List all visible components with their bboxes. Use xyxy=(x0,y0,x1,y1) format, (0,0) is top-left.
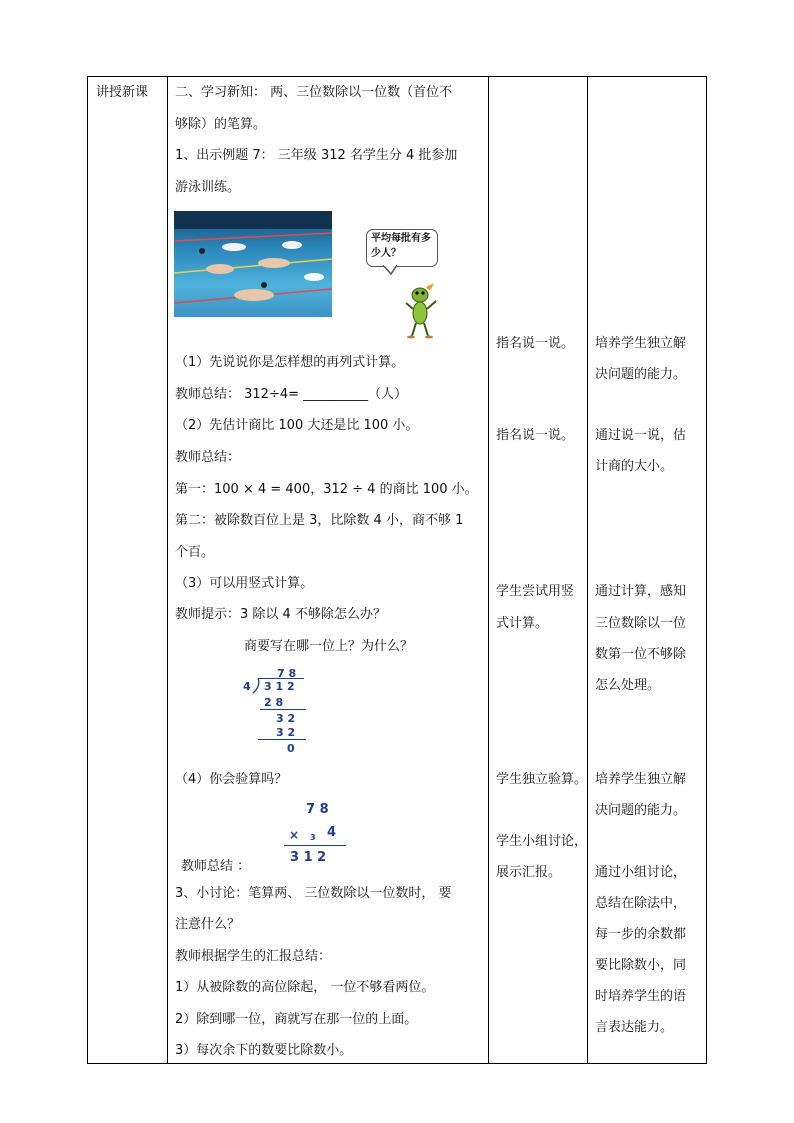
cartoon-character-icon xyxy=(404,281,440,339)
swimming-photo xyxy=(174,211,332,317)
second-point-cont: 个百。 xyxy=(175,545,215,560)
intent-3-line-2: 三位数除以一位 xyxy=(595,616,687,631)
example-text: 1、出示例题 7： 三年级 312 名学生分 4 批参加 xyxy=(175,148,458,163)
verification-top: 7 8 xyxy=(306,802,329,817)
intent-5-line-3: 每一步的余数都 xyxy=(595,927,687,942)
student-activity-1: 指名说一说。 xyxy=(496,336,575,351)
column-divider xyxy=(167,77,168,1063)
section-heading: 二、学习新知： 两、三位数除以一位数（首位不 xyxy=(175,85,453,100)
bubble-tail xyxy=(383,265,397,275)
verification-operator: × xyxy=(289,828,300,842)
teacher-hint-cont: 商要写在哪一位上？为什么？ xyxy=(244,639,414,654)
student-activity-5: 学生小组讨论， xyxy=(496,834,588,849)
intent-1-cont: 决问题的能力。 xyxy=(595,367,687,382)
intent-4: 培养学生独立解 xyxy=(595,772,687,787)
question-1: （1）先说说你是怎样想的再列式计算。 xyxy=(175,355,405,370)
second-point: 第二：被除数百位上是 3，比除数 4 小，商不够 1 xyxy=(175,513,464,528)
division-step-3: 3 2 xyxy=(276,726,296,739)
division-quotient: 7 8 xyxy=(277,667,297,680)
rule-1: 1）从被除数的高位除起， 一位不够看两位。 xyxy=(175,980,435,995)
row-label: 讲授新课 xyxy=(96,85,149,100)
verification-multiplier: 4 xyxy=(327,825,337,840)
teacher-summary-1: 教师总结： 312÷4= __________（人） xyxy=(175,387,408,402)
rule-3: 3）每次余下的数要比除数小。 xyxy=(175,1043,353,1058)
report-summary: 教师根据学生的汇报总结： xyxy=(175,949,332,964)
intent-5-line-6: 言表达能力。 xyxy=(595,1020,674,1035)
intent-5-line-2: 总结在除法中， xyxy=(595,896,687,911)
verification-carry: 3 xyxy=(310,833,316,842)
column-divider xyxy=(488,77,489,1063)
question-4: （4）你会验算吗？ xyxy=(175,772,288,787)
question-2: （2）先估计商比 100 大还是比 100 小。 xyxy=(175,418,419,433)
intent-5-line-4: 要比除数小，同 xyxy=(595,958,687,973)
student-activity-4: 学生独立验算。 xyxy=(496,772,588,787)
intent-4-cont: 决问题的能力。 xyxy=(595,803,687,818)
column-divider xyxy=(587,77,588,1063)
teacher-summary-2: 教师总结： xyxy=(175,450,241,465)
section-heading-cont: 够除）的笔算。 xyxy=(175,117,267,132)
teacher-summary-3: 教师总结 ： xyxy=(181,859,251,874)
intent-5: 通过小组讨论， xyxy=(595,865,687,880)
swimming-illustration xyxy=(174,211,332,317)
intent-2: 通过说一说，估 xyxy=(595,428,687,443)
discussion: 3、小讨论：笔算两、 三位数除以一位数时， 要 xyxy=(175,886,452,901)
teacher-hint: 教师提示：3 除以 4 不够除怎么办？ xyxy=(175,607,386,622)
verification-result: 3 1 2 xyxy=(290,850,327,865)
discussion-cont: 注意什么？ xyxy=(175,917,241,932)
student-activity-2: 指名说一说。 xyxy=(496,428,575,443)
intent-3-line-3: 数第一位不够除 xyxy=(595,647,687,662)
first-point: 第一：100 × 4 = 400，312 ÷ 4 的商比 100 小。 xyxy=(175,482,478,497)
intent-3: 通过计算，感知 xyxy=(595,584,687,599)
student-activity-3: 学生尝试用竖 xyxy=(496,584,575,599)
student-activity-3-cont: 式计算。 xyxy=(496,616,549,631)
intent-2-cont: 计商的大小。 xyxy=(595,459,674,474)
division-step-2: 3 2 xyxy=(276,712,296,725)
intent-1: 培养学生独立解 xyxy=(595,336,687,351)
student-activity-5-cont: 展示汇报。 xyxy=(496,865,562,880)
division-step-1: 2 8 xyxy=(264,696,284,709)
speech-bubble: 平均每批有多少人？ xyxy=(366,229,438,267)
intent-3-line-4: 怎么处理。 xyxy=(595,678,661,693)
division-bracket xyxy=(252,678,260,694)
question-3: （3）可以用竖式计算。 xyxy=(175,576,314,591)
lesson-table xyxy=(87,76,707,1064)
rule-2: 2）除到哪一位，商就写在那一位的上面。 xyxy=(175,1012,418,1027)
division-remainder: 0 xyxy=(287,742,295,755)
example-text-cont: 游泳训练。 xyxy=(175,180,241,195)
division-divisor: 4 xyxy=(243,680,251,693)
division-dividend: 3 1 2 xyxy=(264,680,295,693)
intent-5-line-5: 时培养学生的语 xyxy=(595,989,687,1004)
